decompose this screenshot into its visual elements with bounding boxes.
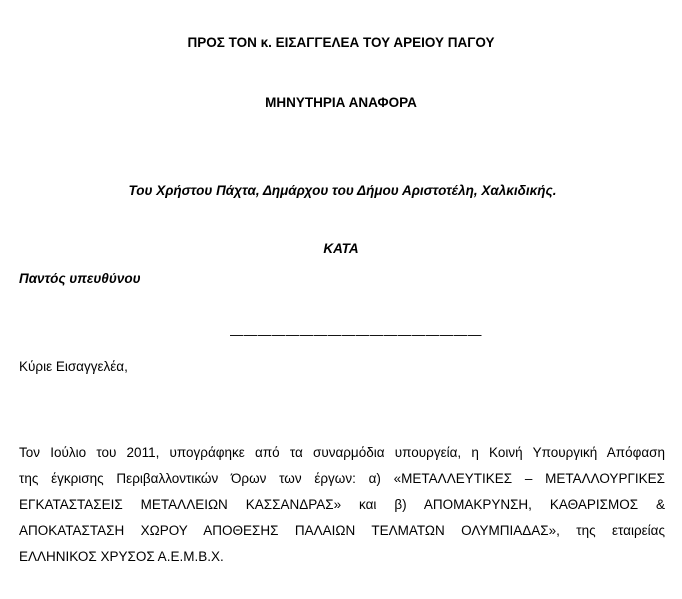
- paragraph-line: ΕΛΛΗΝΙΚΟΣ ΧΡΥΣΟΣ Α.Ε.Μ.Β.Χ.: [19, 549, 224, 564]
- addressee-heading: ΠΡΟΣ ΤΟΝ κ. ΕΙΣΑΓΓΕΛΕΑ ΤΟΥ ΑΡΕΙΟΥ ΠΑΓΟΥ: [187, 35, 495, 50]
- document-type-heading: ΜΗΝΥΤΗΡΙΑ ΑΝΑΦΟΡΑ: [265, 95, 417, 110]
- paragraph-line: Τον Ιούλιο του 2011, υπογράφηκε από τα συναρμόδια υπουργεία, η Κοινή Υπουργική Απόφαση: [19, 445, 665, 460]
- against-label: ΚΑΤΑ: [323, 241, 359, 256]
- paragraph-line: της έγκρισης Περιβαλλοντικών Όρων των έργων: α) «ΜΕΤΑΛΛΕΥΤΙΚΕΣ – ΜΕΤΑΛΛΟΥΡΓΙΚΕΣ: [19, 471, 665, 486]
- paragraph-line: ΕΓΚΑΤΑΣΤΑΣΕΙΣ ΜΕΤΑΛΛΕΙΩΝ ΚΑΣΣΑΝΔΡΑΣ» και β) ΑΠΟΜΑΚΡΥΝΣΗ, ΚΑΘΑΡΙΣΜΟΣ &: [19, 497, 665, 512]
- against-party: Παντός υπευθύνου: [19, 271, 141, 286]
- complainant-line: Του Χρήστου Πάχτα, Δημάρχου του Δήμου Αριστοτέλη, Χαλκιδικής.: [128, 183, 557, 198]
- paragraph-line: ΑΠΟΚΑΤΑΣΤΑΣΗ ΧΩΡΟΥ ΑΠΟΘΕΣΗΣ ΠΑΛΑΙΩΝ ΤΕΛΜΑΤΩΝ ΟΛΥΜΠΙΑΔΑΣ», της εταιρείας: [19, 523, 665, 538]
- salutation: Κύριε Εισαγγελέα,: [19, 359, 128, 374]
- separator-line: ——————————————————: [230, 327, 482, 342]
- body-paragraph: [19, 440, 665, 570]
